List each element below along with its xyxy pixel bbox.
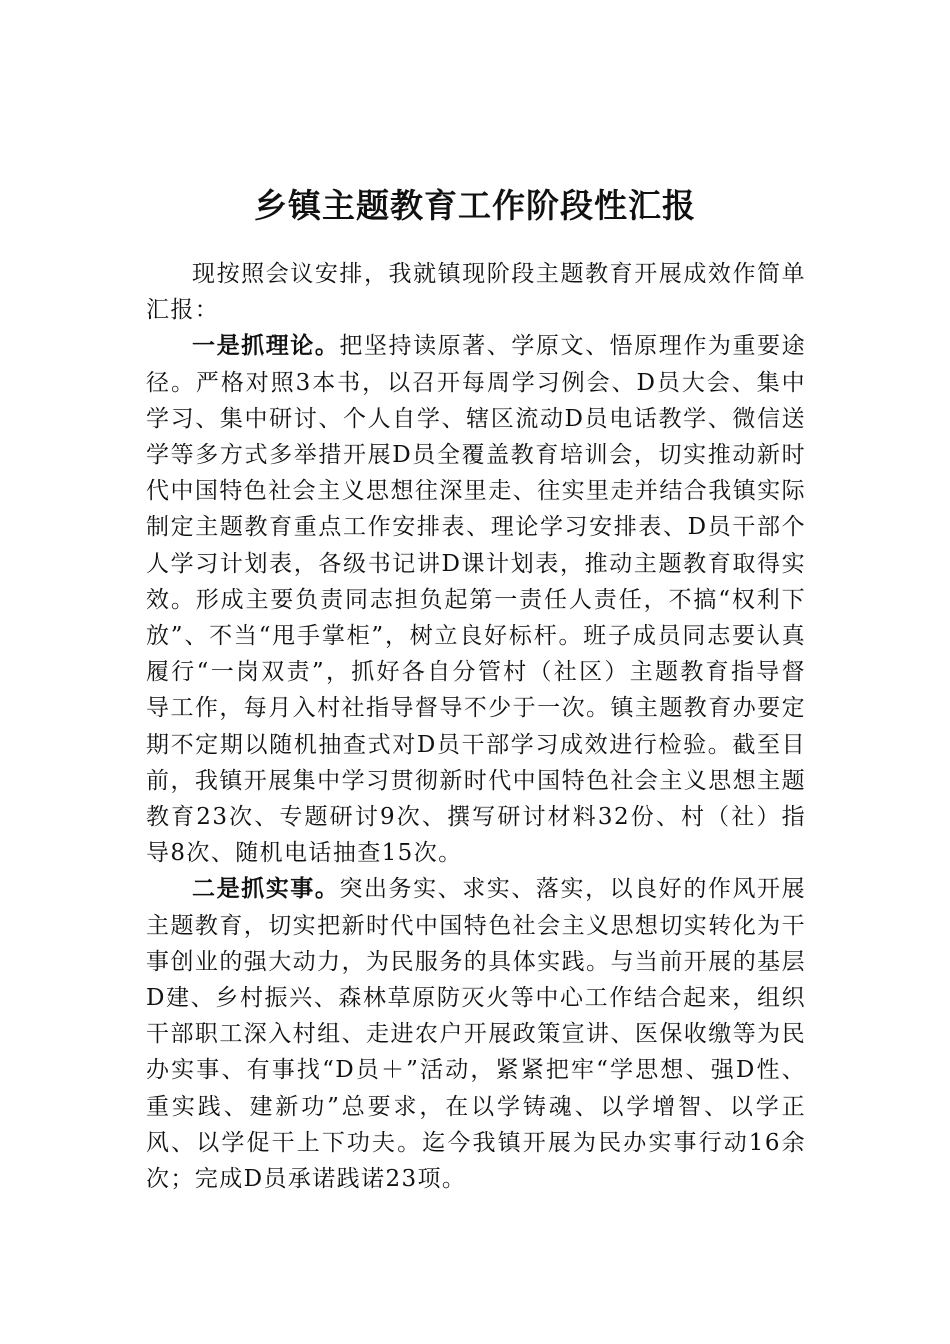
document-body [146, 256, 806, 1197]
section-paragraph-theory [146, 328, 806, 871]
section-paragraph-practice [146, 871, 806, 1197]
intro-paragraph: 现按照会议安排，我就镇现阶段主题教育开展成效作简单汇报： [146, 261, 806, 324]
section-lead: 二是抓实事。 [192, 875, 340, 903]
section-lead: 一是抓理论。 [192, 332, 340, 360]
section-text: 突出务实、求实、落实，以良好的作风开展主题教育，切实把新时代中国特色社会主义思想切实转化为干事创业的强大动力，为民服务的具体实践。与当前开展的基层D建、乡村振兴、森林草原防灭火等中心工作结合起来，组织干部职工深入村组、走进农户开展政策宣讲、医保收缴等为民办实事、有事找“D员＋”活动，紧紧把牢“学思想、强D性、重实践、建新功”总要求，在以学铸魂、以学增智、以学正风、以学促干上下功夫。迄今我镇开展为民办实事行动16余次；完成D员承诺践诺23项。 [146, 876, 806, 1193]
section-text: 把坚持读原著、学原文、悟原理作为重要途径。严格对照3本书，以召开每周学习例会、D员大会、集中学习、集中研讨、个人自学、辖区流动D员电话教学、微信送学等多方式多举措开展D员全覆盖教育培训会，切实推动新时代中国特色社会主义思想往深里走、往实里走并结合我镇实际制定主题教育重点工作安排表、理论学习安排表、D员干部个人学习计划表，各级书记讲D课计划表，推动主题教育取得实效。形成主要负责同志担负起第一责任人责任，不搞“权利下放”、不当“甩手掌柜”，树立良好标杆。班子成员同志要认真履行“一岗双责”，抓好各自分管村（社区）主题教育指导督导工作，每月入村社指导督导不少于一次。镇主题教育办要定期不定期以随机抽查式对D员干部学习成效进行检验。截至目前，我镇开展集中学习贯彻新时代中国特色社会主义思想主题教育23次、专题研讨9次、撰写研讨材料32份、村（社）指导8次、随机电话抽查15次。 [146, 333, 806, 867]
document-title: 乡镇主题教育工作阶段性汇报 [254, 186, 696, 226]
